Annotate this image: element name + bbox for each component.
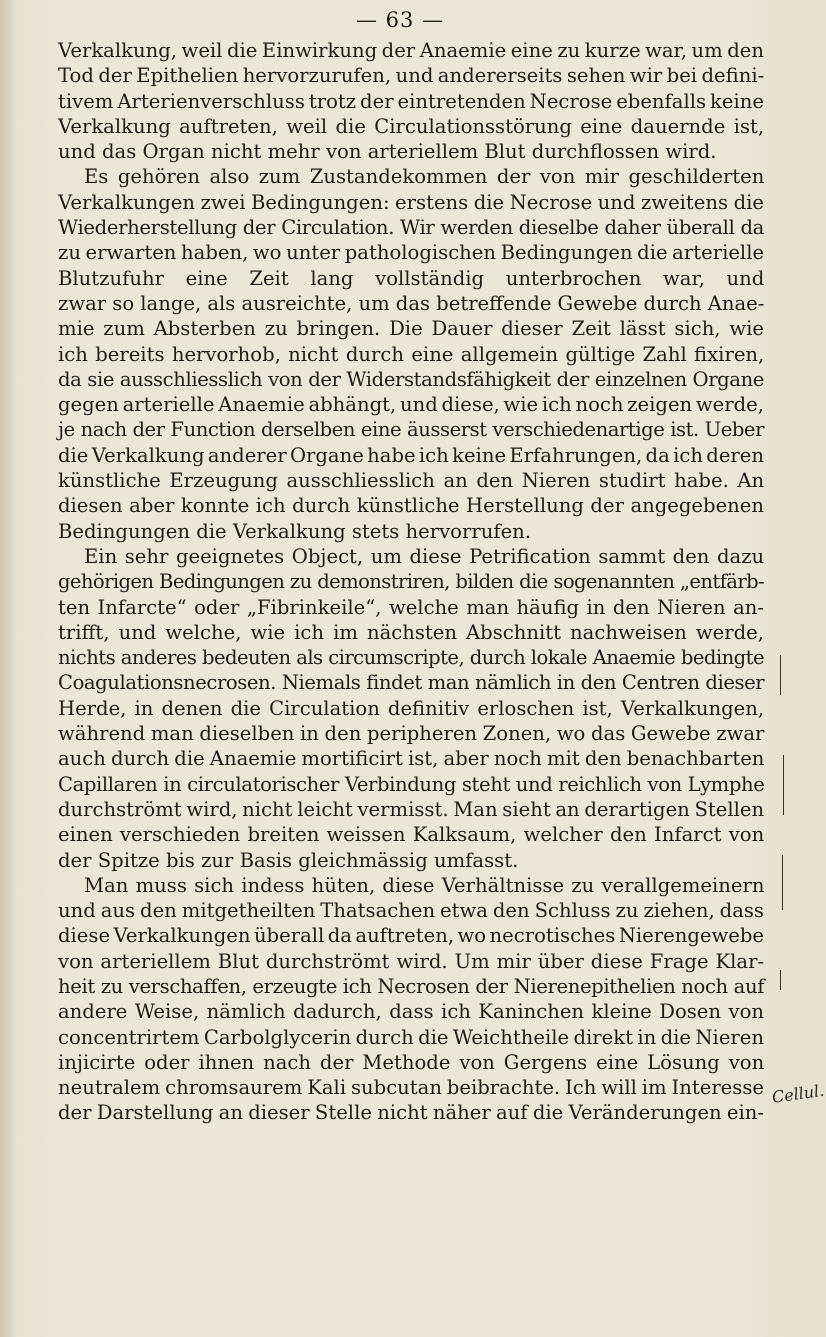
margin-pencil-mark [780,655,781,695]
text-line: Verkalkungen zwei Bedingungen: erstens die Necrose und zweitens die [58,190,764,214]
text-line: mie zum Absterben zu bringen. Die Dauer dieser Zeit lässt sich, wie [58,317,764,341]
text-line: Blutzufuhr eine Zeit lang vollständig unterbrochen war, und [58,266,765,290]
text-line: injicirte oder ihnen nach der Methode von Gergens eine Lösung von [58,1050,765,1074]
text-line: künstliche Erzeugung ausschliesslich an den Nieren studirt habe. An [58,469,765,493]
text-line: neutralem chromsaurem Kali subcutan beibrachte. Ich will im Interesse [58,1076,764,1100]
text-line: diesen aber konnte ich durch künstliche Herstellung der angegebenen [58,494,764,518]
text-line: und aus den mitgetheilten Thatsachen etwa den Schluss zu ziehen, dass [58,899,764,923]
margin-pencil-mark [780,970,781,990]
text-line: ten Infarcte“ oder „Fibrinkeile“, welche man häufig in den Nieren an- [58,595,764,619]
text-line: da sie ausschliesslich von der Widerstandsfähigkeit der einzelnen Organe [58,367,764,391]
text-line: Capillaren in circulatorischer Verbindung steht und reichlich von Lymphe [58,772,765,796]
text-line: zwar so lange, als ausreichte, um das betreffende Gewebe durch Anae- [58,291,765,315]
text-line: Tod der Epithelien hervorzurufen, und andererseits sehen wir bei defini- [58,64,765,88]
text-line: Verkalkung auftreten, weil die Circulationsstörung eine dauernde ist, [58,114,765,138]
text-line: heit zu verschaffen, erzeugte ich Necrosen der Nierenepithelien noch auf [58,974,765,998]
text-line: Bedingungen die Verkalkung stets hervorrufen. [58,519,532,543]
text-line: concentrirtem Carbolglycerin durch die Weichtheile direkt in die Nieren [58,1025,764,1049]
text-line: von arteriellem Blut durchströmt wird. Um mir über diese Frage Klar- [58,949,765,973]
text-line: der Spitze bis zur Basis gleichmässig umfasst. [58,848,519,872]
text-line: ich bereits hervorhob, nicht durch eine allgemein gültige Zahl fixiren, [58,342,765,366]
text-line: Verkalkung, weil die Einwirkung der Anaemie eine zu kurze war, um den [58,39,764,62]
text-line: Wiederherstellung der Circulation. Wir werden dieselbe daher überall da [58,216,764,240]
text-line: einen verschieden breiten weissen Kalksaum, welcher den Infarct von [58,823,765,847]
text-line: Coagulationsnecrosen. Niemals findet man nämlich in den Centren dieser [58,671,765,695]
margin-pencil-mark [782,855,783,910]
text-line: Es gehören also zum Zustandekommen der von mir geschilderten [84,165,765,189]
text-line: Ein sehr geeignetes Object, um diese Petrification sammt den dazu [84,544,765,568]
text-line: tivem Arterienverschluss trotz der eintretenden Necrose ebenfalls keine [58,89,764,113]
text-line: und das Organ nicht mehr von arteriellem Blut durchflossen wird. [58,140,717,164]
text-line: Herde, in denen die Circulation definitiv erloschen ist, Verkalkungen, [58,696,765,720]
text-line: der Darstellung an dieser Stelle nicht näher auf die Veränderungen ein- [58,1101,764,1125]
text-line: zu erwarten haben, wo unter pathologischen Bedingungen die arterielle [58,241,765,265]
margin-pencil-mark [783,755,784,815]
text-line: Man muss sich indess hüten, diese Verhältnisse zu verallgemeinern [84,873,765,897]
page-spine-shadow [0,0,14,1337]
text-line: trifft, und welche, wie ich im nächsten Abschnitt nachweisen werde, [58,620,764,644]
handwritten-margin-note: Cellul. [770,1080,826,1107]
page-number-header: — 63 — [355,8,445,32]
text-line: durchströmt wird, nicht leicht vermisst. Man sieht an derartigen Stellen [58,797,765,821]
text-line: auch durch die Anaemie mortificirt ist, aber noch mit den benachbarten [58,747,765,771]
text-line: gegen arterielle Anaemie abhängt, und diese, wie ich noch zeigen werde, [58,393,764,417]
text-line: während man dieselben in den peripheren Zonen, wo das Gewebe zwar [58,722,765,746]
text-line: diese Verkalkungen überall da auftreten, wo necrotisches Nierengewebe [58,924,764,948]
text-line: nichts anderes bedeuten als circumscripte, durch lokale Anaemie bedingte [58,646,765,670]
body-text [58,38,764,1126]
text-line: andere Weise, nämlich dadurch, dass ich Kaninchen kleine Dosen von [58,1000,764,1024]
text-line: gehörigen Bedingungen zu demonstriren, bilden die sogenannten „entfärb- [58,570,764,594]
text-line: je nach der Function derselben eine äusserst verschiedenartige ist. Ueber [58,418,764,442]
text-line: die Verkalkung anderer Organe habe ich keine Erfahrungen, da ich deren [58,443,764,467]
